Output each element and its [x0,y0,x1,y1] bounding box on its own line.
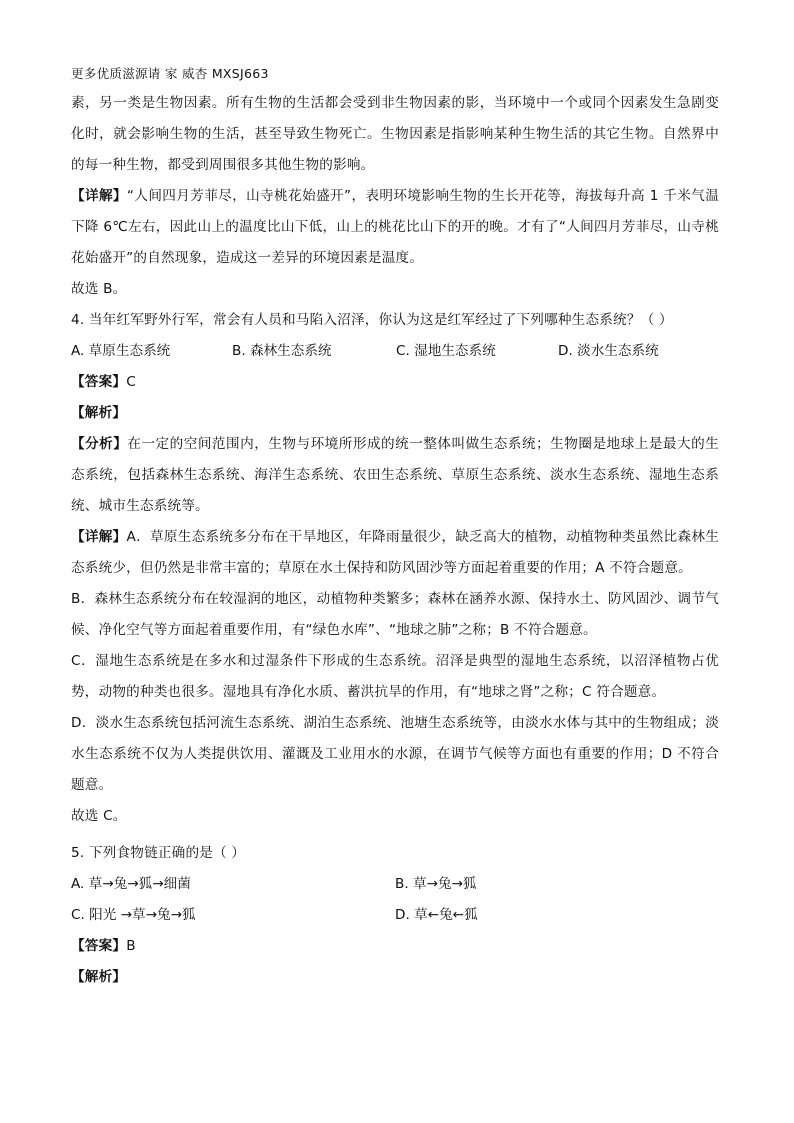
question-5-stem: 5. 下列食物链正确的是（ ） [71,845,246,861]
question-4-stem: 4. 当年红军野外行军，常会有人员和马陷入沼泽，你认为这是红军经过了下列哪种生态系统？（ ） [71,312,673,328]
detail-text: “人间四月芳菲尽，山寺桃花始盛开”，表明环境影响生物的生长开花等，海拔每升高 1 千米气温下降 6℃左右，因此山上的温度比山下低，山上的桃花比山下的开的晚。才有了“人间四月芳菲尽，山寺桃花始盛开”的自然现象，造成这一差异的环境因素是温度。 [71,188,719,266]
option-b: B. 森林生态系统 [232,343,332,359]
option-b: B. 草→兔→狐 [395,876,477,892]
paragraph-intro: 素，另一类是生物因素。所有生物的生活都会受到非生物因素的影，当环境中一个或同个因素发生急剧变化时，就会影响生物的生活，甚至导致生物死亡。生物因素是指影响某种生物生活的其它生物。自然界中的每一种生物，都受到周围很多其他生物的影响。 [71,95,719,173]
fenxi-tag: 【分析】 [71,436,128,452]
answer-4 [71,367,719,398]
question-5-options [71,869,719,931]
analysis-tag-4: 【解析】 [71,405,127,421]
answer-tag: 【答案】 [71,938,127,954]
detail-a-text: A．草原生态系统多分布在干旱地区，年降雨量很少，缺乏高大的植物，动植物种类虽然比森林生态系统少，但仍然是非常丰富的；草原在水土保持和防风固沙等方面起着重要的作用；A 不符合题意。 [71,529,719,576]
answer-value: C [126,374,136,390]
detail-tag-4: 【详解】 [71,529,127,545]
document-page [71,64,719,993]
detail-tag: 【详解】 [71,188,127,204]
detail-4-d: D．淡水生态系统包括河流生态系统、湖泊生态系统、池塘生态系统等，由淡水水体与其中的生物组成；淡水生态系统不仅为人类提供饮用、灌溉及工业用水的水源，在调节气候等方面也有重要的作用；D 不符合题意。 [71,715,719,793]
conclusion-q3: 故选 B。 [71,281,127,297]
page-header: 更多优质滋源请 家 威杏 MXSJ663 [71,66,269,81]
option-a: A. 草→兔→狐→细菌 [71,876,191,892]
fenxi-4 [71,429,719,522]
fenxi-text: 在一定的空间范围内，生物与环境所形成的统一整体叫做生态系统；生物圈是地球上是最大的生态系统，包括森林生态系统、海洋生态系统、农田生态系统、草原生态系统、淡水生态系统、湿地生态系统、城市生态系统等。 [71,436,719,514]
option-d: D. 淡水生态系统 [558,343,659,359]
paragraph-detail-q3 [71,181,719,274]
conclusion-q4: 故选 C。 [71,808,127,824]
question-4-options [71,336,719,367]
detail-4-b: B．森林生态系统分布在较湿润的地区，动植物种类繁多；森林在涵养水源、保持水土、防风固沙、调节气候、净化空气等方面起着重要作用，有“绿色水库”、“地球之肺”之称；B 不符合题意。 [71,591,719,638]
option-d: D. 草←兔←狐 [395,907,478,923]
option-c: C. 湿地生态系统 [396,343,496,359]
answer-5 [71,931,719,962]
option-c: C. 阳光 →草→兔→狐 [71,907,196,923]
detail-4-c: C．湿地生态系统是在多水和过湿条件下形成的生态系统。沼泽是典型的湿地生态系统，以沼泽植物占优势，动物的种类也很多。湿地具有净化水质、蓄洪抗旱的作用，有“地球之肾”之称；C 符合题意。 [71,653,719,700]
answer-tag: 【答案】 [71,374,127,390]
detail-4-a [71,522,719,584]
option-a: A. 草原生态系统 [71,343,171,359]
analysis-tag-5: 【解析】 [71,969,127,985]
answer-value: B [126,938,136,954]
